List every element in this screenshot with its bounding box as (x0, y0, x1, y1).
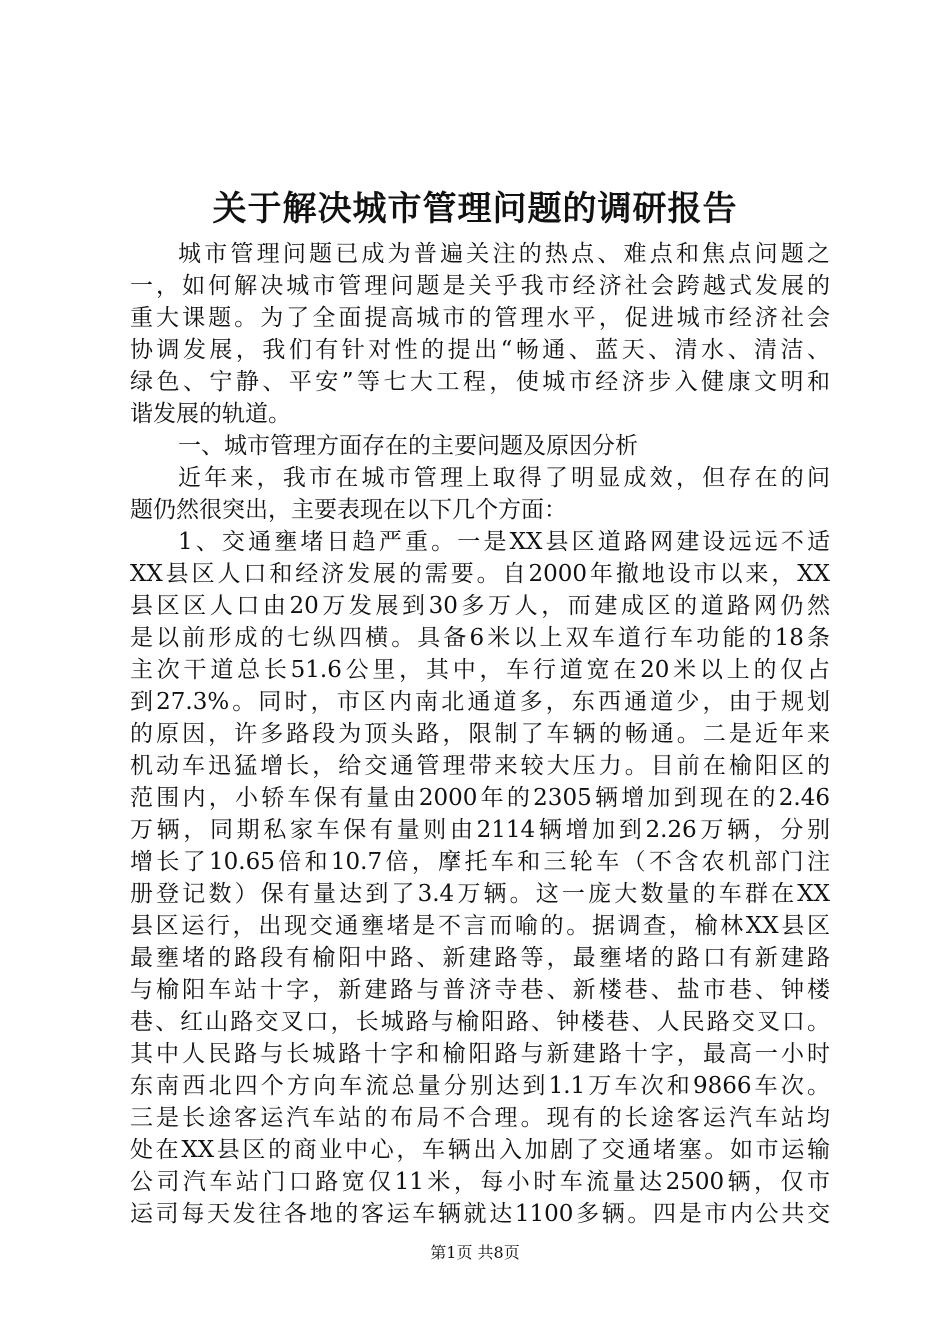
body-line: 处在XX县区的商业中心，车辆出入加剧了交通堵塞。如市运输 (130, 1137, 830, 1163)
body-line: 一，如何解决城市管理问题是关乎我市经济社会跨越式发展的 (130, 273, 830, 299)
body-line: 县区运行，出现交通壅堵是不言而喻的。据调查，榆林XX县区 (130, 913, 830, 939)
body-line: 的原因，许多路段为顶头路，限制了车辆的畅通。二是近年来 (130, 721, 830, 747)
document-body (130, 238, 830, 1230)
body-line: 东南西北四个方向车流总量分别达到1.1万车次和9866车次。 (130, 1073, 830, 1099)
body-line: 题仍然很突出，主要表现在以下几个方面： (130, 497, 567, 523)
body-line: 巷、红山路交叉口，长城路与榆阳路、钟楼巷、人民路交叉口。 (130, 1009, 830, 1035)
body-line: 重大课题。为了全面提高城市的管理水平，促进城市经济社会 (130, 305, 830, 331)
body-line: 到27.3%。同时，市区内南北通道多，东西通道少，由于规划 (130, 689, 830, 715)
body-line: 增长了10.65倍和10.7倍，摩托车和三轮车（不含农机部门注 (130, 849, 830, 875)
body-line: 与榆阳车站十字，新建路与普济寺巷、新楼巷、盐市巷、钟楼 (130, 977, 830, 1003)
body-line: 公司汽车站门口路宽仅11米，每小时车流量达2500辆，仅市 (130, 1169, 830, 1195)
body-line: 其中人民路与长城路十字和榆阳路与新建路十字，最高一小时 (130, 1041, 830, 1067)
body-line: 一、城市管理方面存在的主要问题及原因分析 (178, 433, 638, 459)
body-line: 万辆，同期私家车保有量则由2114辆增加到2.26万辆，分别 (130, 817, 830, 843)
body-line: 近年来，我市在城市管理上取得了明显成效，但存在的问 (178, 465, 830, 491)
body-line: 城市管理问题已成为普遍关注的热点、难点和焦点问题之 (178, 241, 830, 267)
body-line: 绿色、宁静、平安”等七大工程，使城市经济步入健康文明和 (130, 369, 830, 395)
body-line: 机动车迅猛增长，给交通管理带来较大压力。目前在榆阳区的 (130, 753, 830, 779)
body-line: 主次干道总长51.6公里，其中，车行道宽在20米以上的仅占 (130, 657, 830, 683)
body-line: 三是长途客运汽车站的布局不合理。现有的长途客运汽车站均 (130, 1105, 830, 1131)
body-line: 谐发展的轨道。 (130, 401, 291, 427)
body-line: 协调发展，我们有针对性的提出“畅通、蓝天、清水、清洁、 (130, 337, 830, 363)
body-line: 1、交通壅堵日趋严重。一是XX县区道路网建设远远不适 (178, 529, 830, 555)
body-line: 县区区人口由20万发展到30多万人，而建成区的道路网仍然 (130, 593, 830, 619)
document-title: 关于解决城市管理问题的调研报告 (212, 189, 738, 229)
body-line: 运司每天发往各地的客运车辆就达1100多辆。四是市内公共交 (130, 1201, 830, 1227)
body-line: 册登记数）保有量达到了3.4万辆。这一庞大数量的车群在XX (130, 881, 830, 907)
body-line: 范围内，小轿车保有量由2000年的2305辆增加到现在的2.46 (130, 785, 830, 811)
body-line: 最壅堵的路段有榆阳中路、新建路等，最壅堵的路口有新建路 (130, 945, 830, 971)
page-footer: 第1页 共8页 (430, 1243, 520, 1262)
body-line: 是以前形成的七纵四横。具备6米以上双车道行车功能的18条 (130, 625, 830, 651)
body-line: XX县区人口和经济发展的需要。自2000年撤地设市以来，XX (130, 561, 830, 587)
